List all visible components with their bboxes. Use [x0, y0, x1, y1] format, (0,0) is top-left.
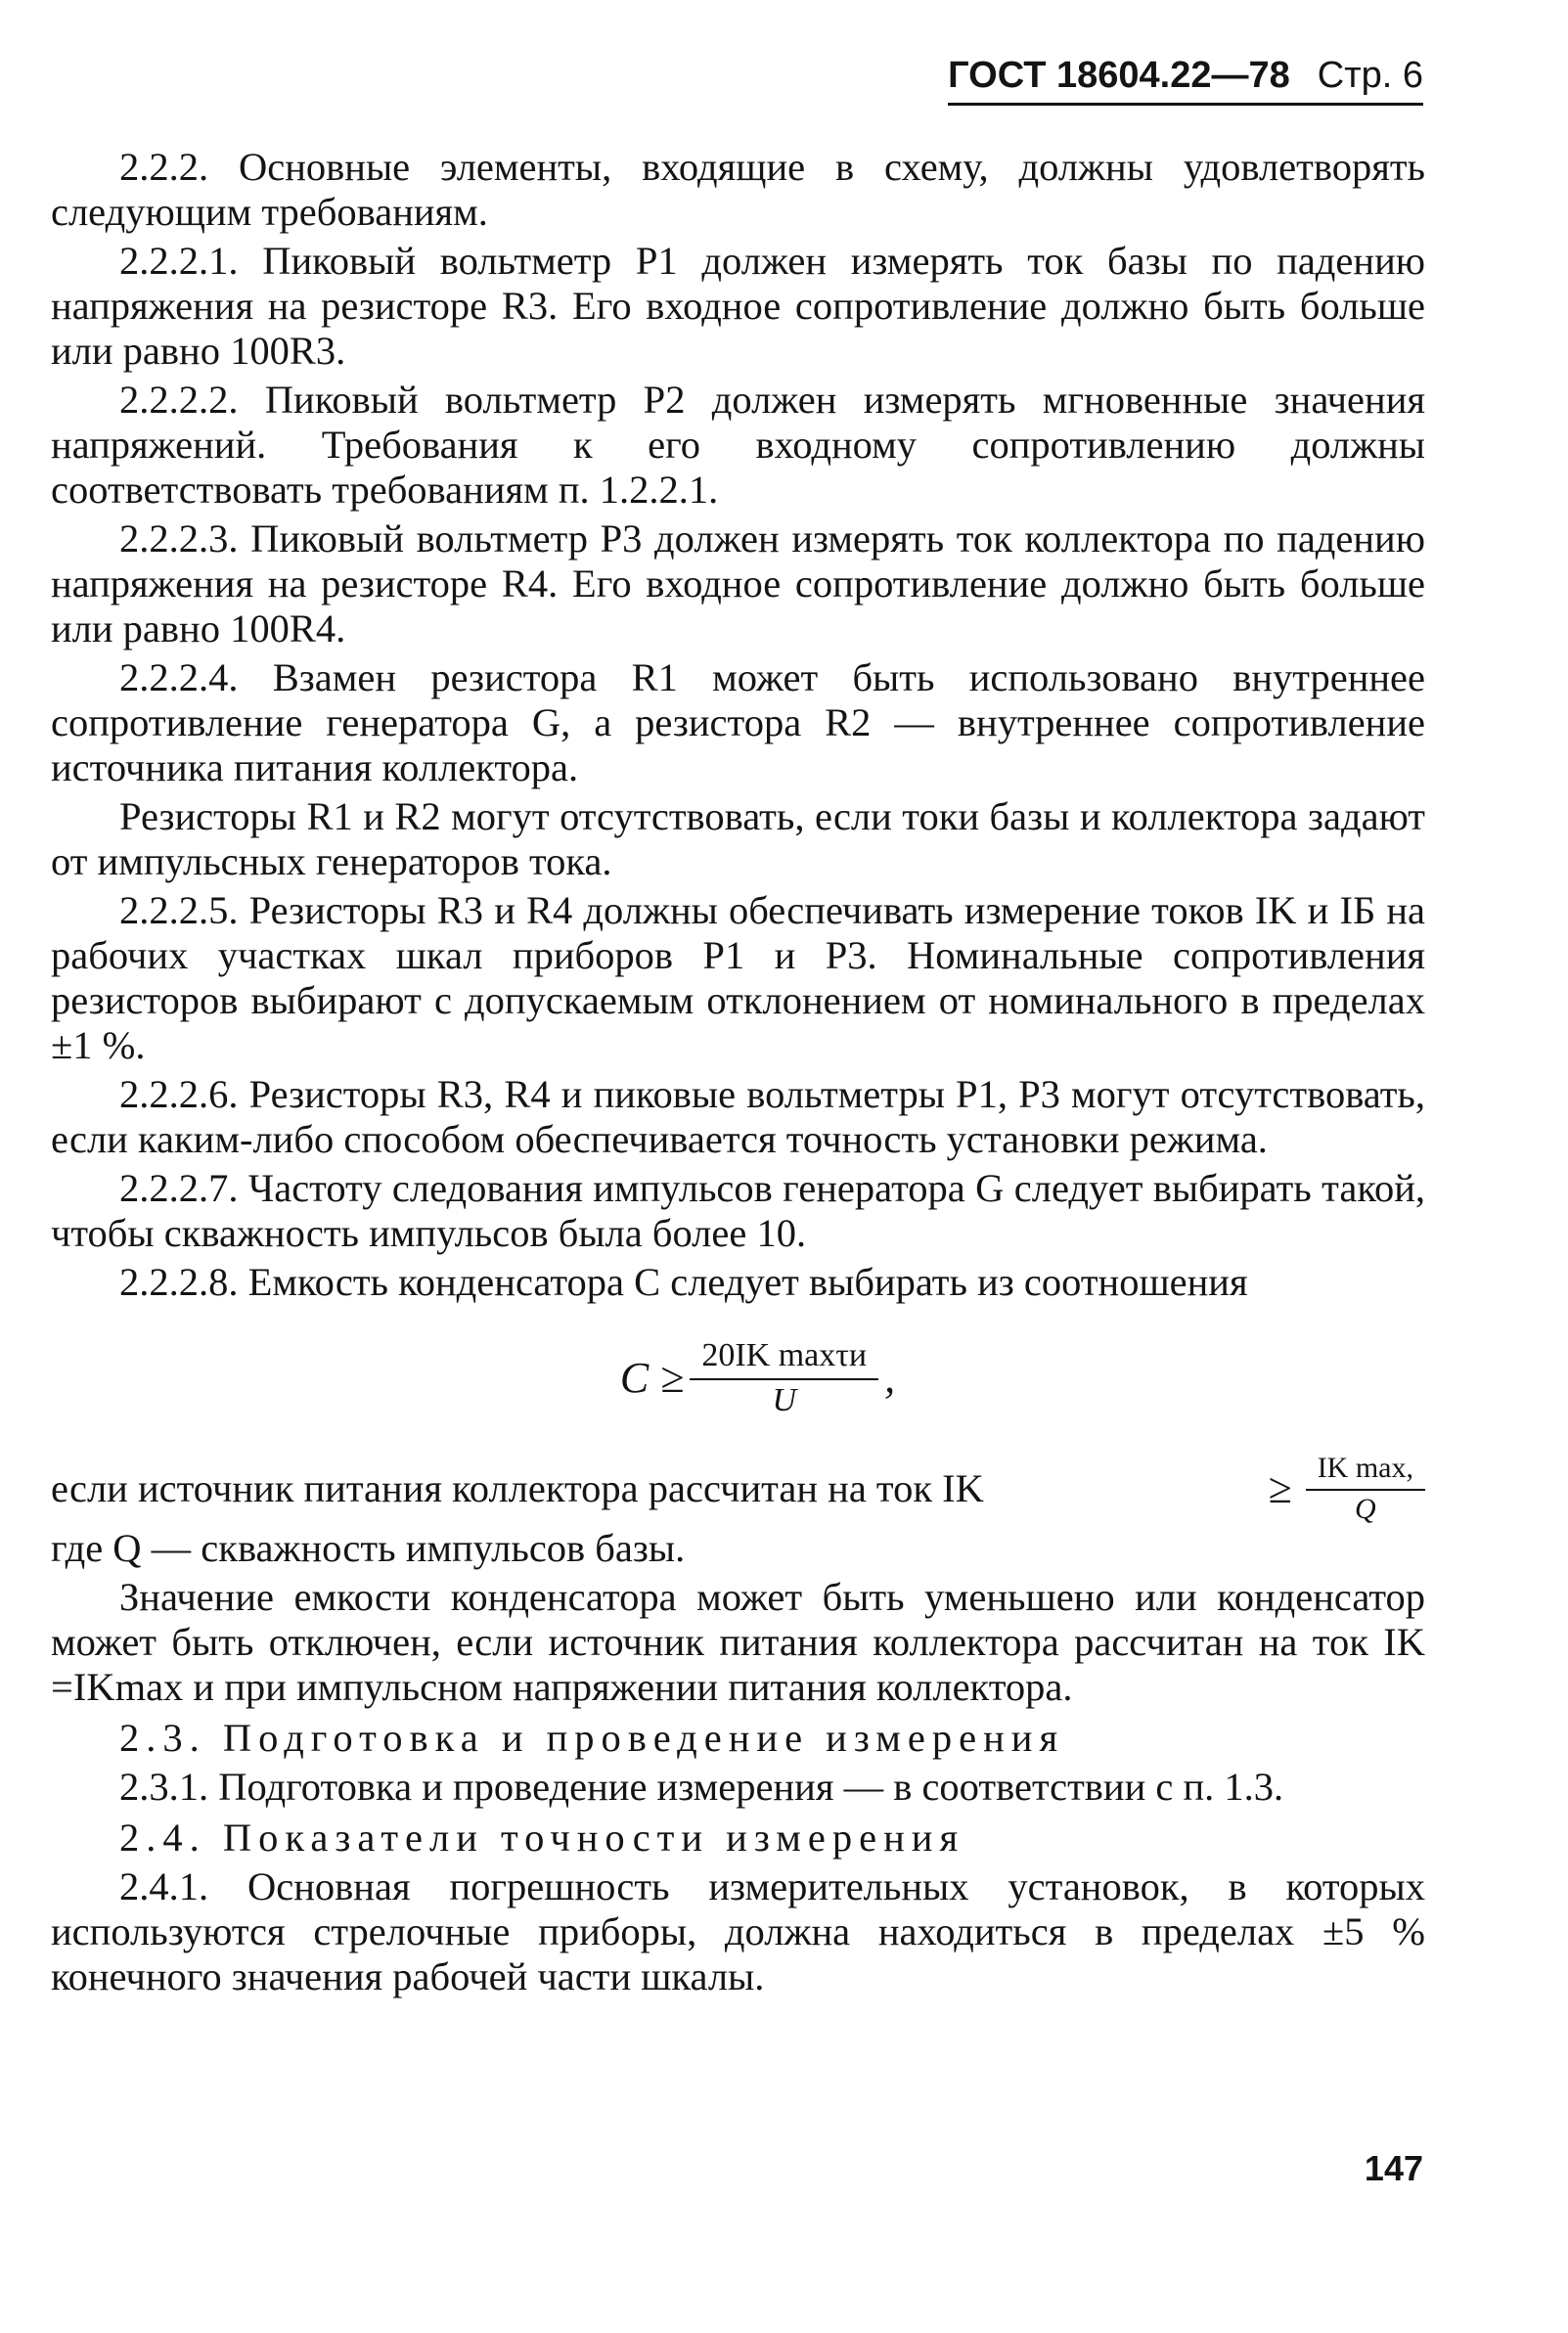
paragraph-2-2-2-4: 2.2.2.4. Взамен резистора R1 может быть использовано внутреннее сопротивление генератора G, а резистора R2 — внутреннее сопротивление источника питания коллектора.	[51, 655, 1425, 789]
page-label: Стр. 6	[1317, 55, 1423, 96]
paragraph-2-2-2-6: 2.2.2.6. Резисторы R3, R4 и пиковые вольтметры P1, P3 могут отсутствовать, если каким-либо способом обеспечивается точность установки режима.	[51, 1072, 1425, 1161]
paragraph-2-2-2-1: 2.2.2.1. Пиковый вольтметр P1 должен измерять ток базы по падению напряжения на резисторе R3. Его входное сопротивление должно быть больше или равно 100R3.	[51, 239, 1425, 373]
formula-fraction	[690, 1337, 878, 1419]
document-id: ГОСТ 18604.22—78	[948, 55, 1290, 96]
formula-lhs: C	[619, 1354, 650, 1402]
paragraph-capacitance-note: Значение емкости конденсатора может быть уменьшено или конденсатор может быть отключен, если источник питания коллектора рассчитан на ток IK =IKmax и при импульсном напряжении питания коллектора.	[51, 1575, 1425, 1709]
condition-numerator: IK max,	[1306, 1452, 1425, 1491]
paragraph-2-2-2-3: 2.2.2.3. Пиковый вольтметр P3 должен измерять ток коллектора по падению напряжения на резисторе R4. Его входное сопротивление должно быть больше или равно 100R4.	[51, 516, 1425, 651]
page-body	[51, 145, 1425, 1999]
formula-relation: ≥	[660, 1354, 685, 1402]
formula-trailing: ,	[884, 1354, 896, 1402]
formula-denominator: U	[772, 1382, 797, 1418]
paragraph-2-3-1: 2.3.1. Подготовка и проведение измерения — в соответствии с п. 1.3.	[119, 1765, 1284, 1809]
condition-denominator: Q	[1355, 1493, 1376, 1525]
paragraph-2-2-2-7: 2.2.2.7. Частоту следования импульсов генератора G следует выбирать такой, чтобы скважность импульсов была более 10.	[51, 1166, 1425, 1255]
paragraph-2-4-1: 2.4.1. Основная погрешность измерительных установок, в которых используются стрелочные приборы, должна находиться в пределах ±5 % конечного значения рабочей части шкалы.	[51, 1864, 1425, 1998]
formula-numerator: 20IK maxτи	[690, 1337, 878, 1380]
condition-text: если источник питания коллектора рассчитан на ток IK	[51, 1466, 984, 1510]
paragraph-2-2-2-8: 2.2.2.8. Емкость конденсатора C следует выбирать из соотношения	[119, 1260, 1248, 1304]
paragraph-where-q: где Q — скважность импульсов базы.	[51, 1526, 686, 1570]
paragraph-2-2-2: 2.2.2. Основные элементы, входящие в схему, должны удовлетворять следующим требованиям.	[51, 145, 1425, 234]
condition-relation: ≥	[1268, 1464, 1292, 1512]
capacitance-formula	[51, 1305, 1425, 1452]
section-2-3-title: 2.3. Подготовка и проведение измерения	[119, 1716, 1065, 1760]
condition-fraction	[1306, 1452, 1425, 1526]
paragraph-2-2-2-2: 2.2.2.2. Пиковый вольтметр P2 должен измерять мгновенные значения напряжений. Требования к его входному сопротивлению должны соответствовать требованиям п. 1.2.2.1.	[51, 378, 1425, 512]
condition-line	[51, 1452, 1425, 1526]
paragraph-resistors: Резисторы R1 и R2 могут отсутствовать, если токи базы и коллектора задают от импульсных генераторов тока.	[51, 794, 1425, 883]
page-number: 147	[1364, 2148, 1423, 2188]
section-2-4-title: 2.4. Показатели точности измерения	[119, 1816, 965, 1860]
paragraph-2-2-2-5: 2.2.2.5. Резисторы R3 и R4 должны обеспечивать измерение токов IK и IБ на рабочих участках шкал приборов P1 и P3. Номинальные сопротивления резисторов выбирают с допускаемым отклонением от номинального в пределах ±1 %.	[51, 888, 1425, 1067]
page-header	[948, 55, 1423, 106]
condition-rhs	[1263, 1452, 1425, 1526]
